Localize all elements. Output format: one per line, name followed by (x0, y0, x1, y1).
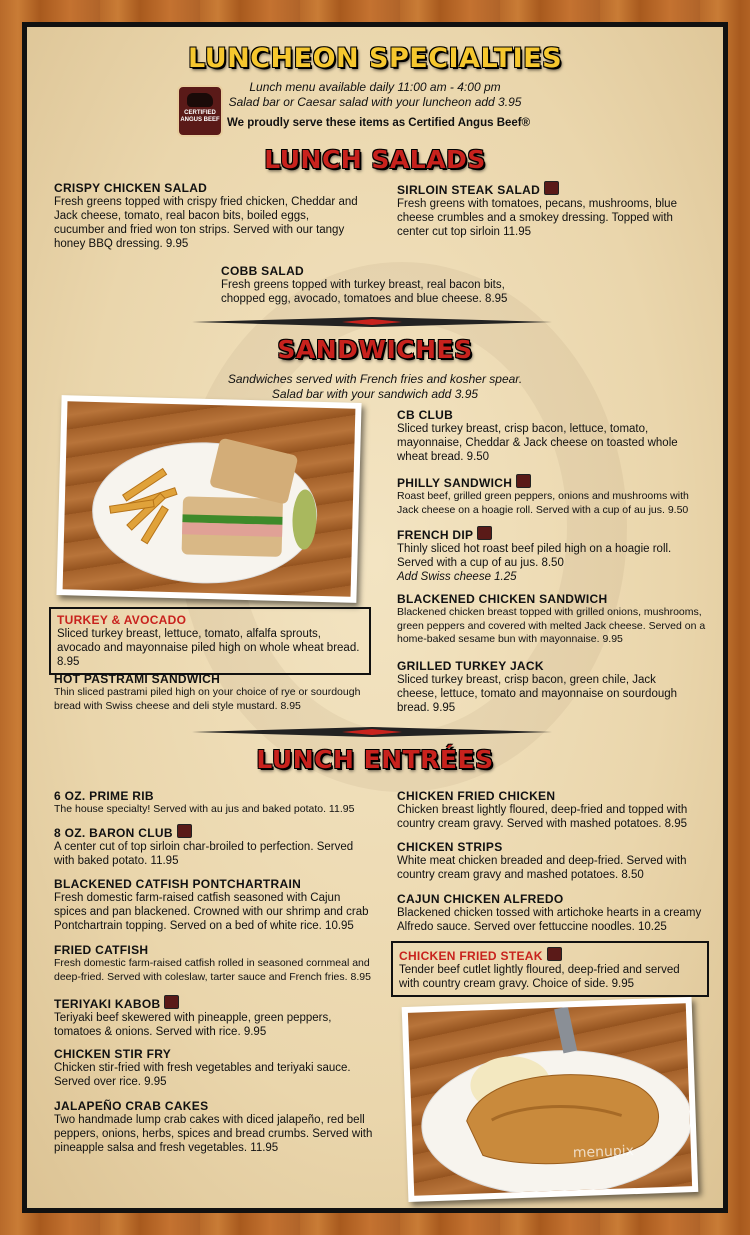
menu-item (397, 659, 697, 715)
menu-item (221, 264, 541, 306)
menu-item (397, 474, 709, 517)
menu-item (54, 181, 359, 251)
item-description: Fresh domestic farm-raised catfish seasoned with Cajun spices and pan blackened. Crowned with our shrimp and crab Pontchartrain topping. Served on a bed of white rice. 10.95 (54, 892, 369, 932)
item-description: Blackened chicken tossed with artichoke hearts in a creamy Alfredo sauce. Served over fettuccine noodles. 10.25 (397, 907, 702, 933)
item-name: CRISPY CHICKEN SALAD (54, 181, 208, 195)
menu-item (397, 840, 697, 882)
item-name: COBB SALAD (221, 264, 304, 278)
item-description: The house specialty! Served with au jus and baked potato. 11.95 (54, 803, 355, 815)
menu-frame (22, 22, 728, 1213)
item-name: BLACKENED CATFISH PONTCHARTRAIN (54, 877, 302, 891)
item-description: Fresh greens with tomatoes, pecans, mushrooms, blue cheese crumbles and a smokey dressing. Topped with center cut top sirloin 11.95 (397, 198, 677, 238)
logo-text: CERTIFIED ANGUS BEEF (180, 110, 220, 123)
item-name: BLACKENED CHICKEN SANDWICH (397, 592, 608, 606)
item-description: Blackened chicken breast topped with grilled onions, mushrooms, green peppers and covered with melted Jack cheese. Served on a home-baked sesame bun with mayonnaise. 9.95 (397, 606, 706, 645)
menu-item (54, 824, 354, 868)
item-description: Two handmade lump crab cakes with diced jalapeño, red bell peppers, onions, herbs, spices and bread crumbs. Served with pineapple salsa and fresh vegetables. 11.95 (54, 1114, 373, 1154)
item-description: Teriyaki beef skewered with pineapple, green peppers, tomatoes & onions. Served with rice. 9.95 (54, 1012, 332, 1038)
sandwich-photo (56, 395, 361, 603)
menu-item (397, 892, 712, 934)
item-description: Fresh greens topped with turkey breast, real bacon bits, chopped egg, avocado, tomatoes and blue cheese. 8.95 (221, 279, 508, 305)
menu-item (54, 943, 374, 984)
item-description: Thin sliced pastrami piled high on your choice of rye or sourdough bread with Swiss cheese and deli style mustard. 8.95 (54, 686, 361, 712)
item-description: Tender beef cutlet lightly floured, deep-fried and served with country cream gravy. Choice of side. 9.95 (399, 964, 680, 990)
watermark-text: menupix (572, 1143, 635, 1162)
menu-page (27, 27, 723, 1208)
item-note: Add Swiss cheese 1.25 (397, 571, 517, 583)
chicken-fried-steak-image (408, 1003, 692, 1196)
featured-menu-item (391, 941, 709, 997)
sandwich-note: Sandwiches served with French fries and kosher spear. (227, 372, 523, 386)
angus-beef-icon (177, 824, 192, 838)
menu-item (397, 181, 697, 239)
menu-item (54, 1047, 354, 1089)
item-name: CHICKEN FRIED STEAK (399, 947, 701, 963)
item-name: CHICKEN STIR FRY (54, 1047, 172, 1061)
menu-item (54, 789, 374, 817)
item-description: White meat chicken breaded and deep-fried. Served with country cream gravy and mashed potatoes. 8.50 (397, 855, 687, 881)
salad-addon-note: Salad bar or Caesar salad with your luncheon add 3.95 (228, 95, 522, 109)
item-name: TERIYAKI KABOB (54, 995, 354, 1011)
item-name: CHICKEN FRIED CHICKEN (397, 789, 556, 803)
section-divider (192, 317, 552, 327)
item-name: CAJUN CHICKEN ALFREDO (397, 892, 564, 906)
menu-item (397, 789, 707, 831)
menu-item (54, 672, 374, 713)
sandwich-salad-note: Salad bar with your sandwich add 3.95 (271, 387, 479, 401)
menu-item (54, 995, 354, 1039)
item-name: JALAPEÑO CRAB CAKES (54, 1099, 209, 1113)
angus-beef-icon (547, 947, 562, 961)
club-sandwich-image (63, 401, 356, 596)
angus-note: We proudly serve these items as Certified Angus Beef® (227, 117, 531, 129)
item-description: Sliced turkey breast, crisp bacon, green chile, Jack cheese, lettuce, tomato and mayonnaise on sourdough bread. 9.95 (397, 674, 678, 714)
item-name: CB CLUB (397, 408, 454, 422)
item-description: Sliced turkey breast, crisp bacon, lettuce, tomato, mayonnaise, Cheddar & Jack cheese on toasted whole wheat bread. 9.50 (397, 423, 678, 463)
menu-item (397, 592, 709, 647)
item-name: FRIED CATFISH (54, 943, 149, 957)
section-heading-entrees: LUNCH ENTRÉES (256, 745, 494, 774)
featured-menu-item (49, 607, 371, 675)
menu-item (54, 1099, 374, 1155)
item-description: Roast beef, grilled green peppers, onions and mushrooms with Jack cheese on a hoagie roll. Served with a cup of au jus. 9.50 (397, 490, 689, 516)
item-description: Chicken stir-fried with fresh vegetables and teriyaki sauce. Served over rice. 9.95 (54, 1062, 351, 1088)
section-heading-sandwiches: SANDWICHES (277, 335, 473, 364)
item-name: CHICKEN STRIPS (397, 840, 503, 854)
item-description: A center cut of top sirloin char-broiled to perfection. Served with baked potato. 11.95 (54, 841, 354, 867)
item-description: Sliced turkey breast, lettuce, tomato, alfalfa sprouts, avocado and mayonnaise piled high on whole wheat bread. 8.95 (57, 628, 360, 668)
chicken-fried-steak-photo (402, 997, 699, 1202)
item-name: SIRLOIN STEAK SALAD (397, 181, 697, 197)
angus-beef-icon (164, 995, 179, 1009)
item-description: Fresh greens topped with crispy fried chicken, Cheddar and Jack cheese, tomato, real bacon bits, boiled eggs, cucumber and fried won ton strips. Served with our tangy honey BBQ dressing. 9.95 (54, 196, 358, 250)
menu-item (54, 877, 372, 933)
item-name: PHILLY SANDWICH (397, 474, 709, 490)
angus-beef-icon (516, 474, 531, 488)
menu-item (397, 408, 707, 464)
item-name: 6 OZ. PRIME RIB (54, 789, 154, 803)
item-name: FRENCH DIP (397, 526, 709, 542)
item-name: TURKEY & AVOCADO (57, 613, 187, 627)
section-heading-salads: LUNCH SALADS (264, 145, 486, 174)
item-description: Thinly sliced hot roast beef piled high on a hoagie roll. Served with a cup of au jus. 8.50 (397, 543, 672, 569)
lunch-hours: Lunch menu available daily 11:00 am - 4:00 pm (249, 80, 501, 94)
page-title: LUNCHEON SPECIALTIES (187, 43, 563, 74)
section-divider (192, 727, 552, 737)
angus-beef-icon (544, 181, 559, 195)
menu-item (397, 526, 709, 584)
item-description: Fresh domestic farm-raised catfish rolled in seasoned cornmeal and deep-fried. Served with coleslaw, tarter sauce and French fries. 8.95 (54, 957, 371, 983)
item-name: 8 OZ. BARON CLUB (54, 824, 354, 840)
item-description: Chicken breast lightly floured, deep-fried and topped with country cream gravy. Served with mashed potatoes. 8.95 (397, 804, 688, 830)
item-name: HOT PASTRAMI SANDWICH (54, 672, 221, 686)
item-name: GRILLED TURKEY JACK (397, 659, 544, 673)
angus-beef-icon (477, 526, 492, 540)
